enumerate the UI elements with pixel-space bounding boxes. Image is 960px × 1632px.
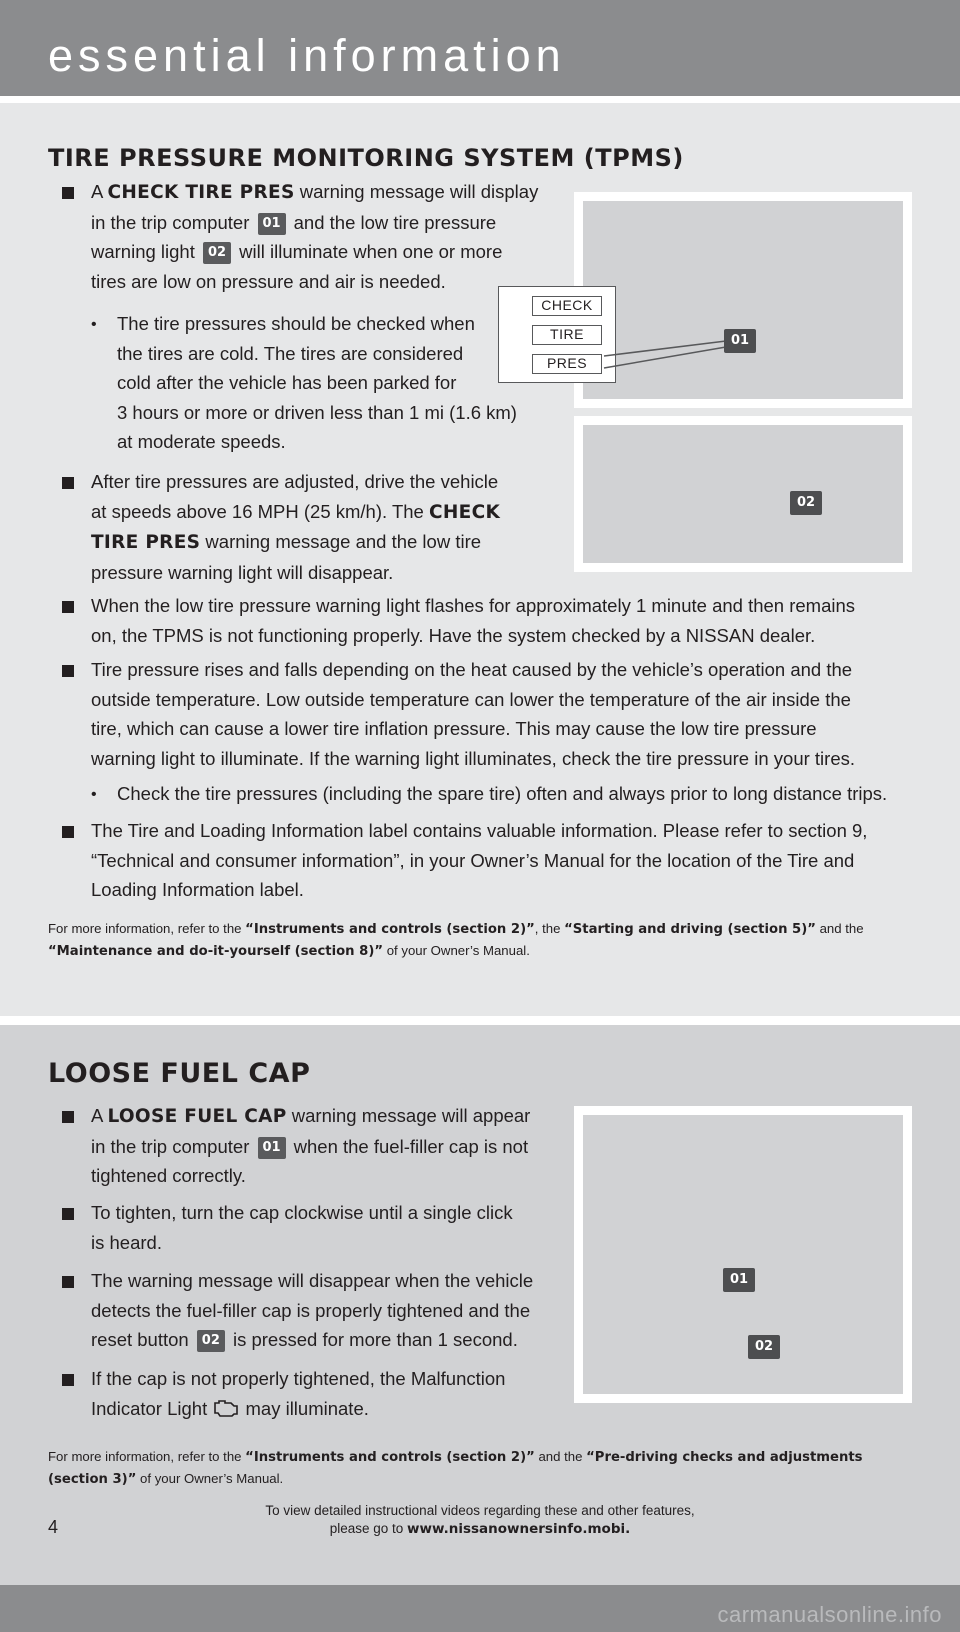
owners-info-link[interactable]: www.nissanownersinfo.mobi. xyxy=(407,1521,631,1537)
tpms-bullet-1: A CHECK TIRE PRES warning message will display in the trip computer 01 and the low tire pressure warning light 02 will illuminate when one or more tires are low on pressure and air is needed. xyxy=(91,181,539,292)
fuel-cap-image xyxy=(574,1106,912,1403)
keyword-check-tire-pres: CHECK TIRE PRES xyxy=(107,182,295,203)
bullet-icon xyxy=(62,1208,74,1220)
tpms-bullet-2: After tire pressures are adjusted, drive the vehicle at speeds above 16 MPH (25 km/h). The CHECK TIRE PRES warning message and the low tire pressure warning light will disappear. xyxy=(91,471,501,583)
callout-badge-01: 01 xyxy=(258,1137,286,1159)
callout-01: 01 xyxy=(723,1268,755,1292)
keyword-loose-fuel-cap: LOOSE FUEL CAP xyxy=(107,1106,287,1127)
fuel-cap-bullet-3: The warning message will disappear when the vehicle detects the fuel-filler cap is properly tightened and the reset button 02 is pressed for more than 1 second. xyxy=(91,1270,534,1351)
display-line-pres: PRES xyxy=(532,354,602,374)
footer-instructional-text: To view detailed instructional videos regarding these and other features, please go to www.nissanownersinfo.mobi. xyxy=(265,1503,695,1537)
fuel-cap-heading: LOOSE FUEL CAP xyxy=(48,1058,311,1089)
fuel-cap-reference-note: For more information, refer to the “Instruments and controls (section 2)” and the “Pre-driving checks and adjustments (section 3)” of your Owner’s Manual. xyxy=(48,1449,863,1487)
callout-01: 01 xyxy=(724,329,756,353)
callout-02: 02 xyxy=(748,1335,780,1359)
tpms-bullet-3: When the low tire pressure warning light flashes for approximately 1 minute and then remains on, the TPMS is not functioning properly. Have the system checked by a NISSAN dealer. xyxy=(91,595,856,646)
callout-02: 02 xyxy=(790,491,822,515)
tpms-sub-bullet-1: The tire pressures should be checked when the tires are cold. The tires are considered cold after the vehicle has been parked for 3 hours or more or driven less than 1 mi (1.6 km) at moderate speeds. xyxy=(117,313,517,453)
bullet-icon xyxy=(62,1111,74,1123)
tpms-reference-note: For more information, refer to the “Instruments and controls (section 2)”, the “Starting and driving (section 5)” and the “Maintenance and do-it-yourself (section 8)” of your Owner’s Manual. xyxy=(48,921,864,959)
tpms-bullet-5: The Tire and Loading Information label contains valuable information. Please refer to section 9, “Technical and consumer information”, in your Owner’s Manual for the location of the Tire and Loading Information label. xyxy=(91,820,868,901)
tpms-heading: TIRE PRESSURE MONITORING SYSTEM (TPMS) xyxy=(48,144,684,172)
bullet-icon xyxy=(62,1374,74,1386)
sub-bullet-dot: • xyxy=(91,786,97,803)
page-number: 4 xyxy=(48,1517,59,1537)
sub-bullet-dot: • xyxy=(91,316,97,333)
fuel-cap-bullet-1: A LOOSE FUEL CAP warning message will appear in the trip computer 01 when the fuel-filler cap is not tightened correctly. xyxy=(91,1105,531,1187)
display-line-check: CHECK xyxy=(532,296,602,316)
engine-malfunction-icon xyxy=(212,1397,240,1419)
page-header-title: essential information xyxy=(48,30,566,81)
tpms-bullet-4: Tire pressure rises and falls depending on the heat caused by the vehicle’s operation and the outside temperature. Low outside temperature can lower the temperature of the air inside the tire, which can cause a lower tire inflation pressure. This may cause the low tire pressure warning light to illuminate. If the warning light illuminates, check the tire pressure in your tires. xyxy=(91,659,855,769)
fuel-cap-bullet-4: If the cap is not properly tightened, the Malfunction Indicator Light may illuminate. xyxy=(91,1368,506,1419)
callout-badge-02: 02 xyxy=(197,1330,225,1352)
tpms-sub-bullet-2: Check the tire pressures (including the spare tire) often and always prior to long distance trips. xyxy=(117,783,888,804)
bullet-icon xyxy=(62,1276,74,1288)
callout-badge-01: 01 xyxy=(258,213,286,235)
callout-badge-02: 02 xyxy=(203,242,231,264)
watermark: carmanualsonline.info xyxy=(717,1602,942,1627)
display-line-tire: TIRE xyxy=(532,325,602,345)
fuel-cap-bullet-2: To tighten, turn the cap clockwise until a single click is heard. xyxy=(91,1202,513,1253)
